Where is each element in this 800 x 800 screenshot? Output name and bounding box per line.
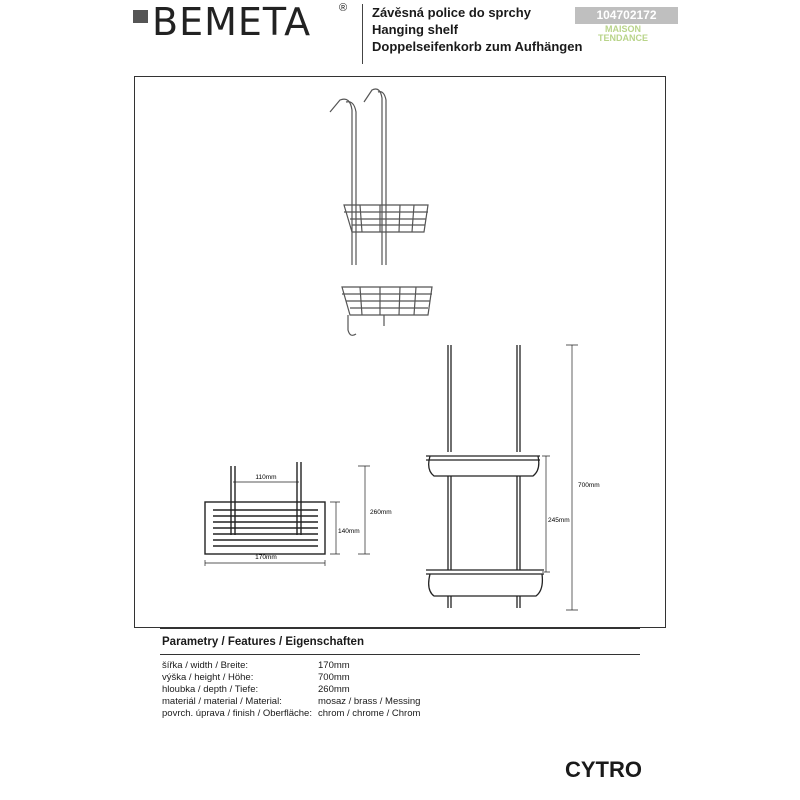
features-title: Parametry / Features / Eigenschaften [162,636,364,648]
spec-value-width: 170mm [318,660,350,671]
spec-label-height: výška / height / Höhe: [162,672,254,683]
spec-label-width: šířka / width / Breite: [162,660,249,671]
spec-label-finish: povrch. úprava / finish / Oberfläche: [162,708,312,719]
title-czech: Závěsná police do sprchy [372,5,531,20]
product-illustration [330,89,432,335]
spec-value-depth: 260mm [318,684,350,695]
top-view-drawing [205,462,370,566]
title-english: Hanging shelf [372,22,458,37]
spec-value-height: 700mm [318,672,350,683]
spec-value-finish: chrom / chrome / Chrom [318,708,421,719]
spec-value-material: mosaz / brass / Messing [318,696,421,707]
watermark-logo: MAISON TENDANCE [598,24,649,43]
dim-depth-total: 260mm [370,509,392,516]
product-code: 104702172 [575,7,678,24]
dim-inner-width: 110mm [255,474,277,481]
side-view-drawing [426,345,578,610]
dim-depth: 140mm [338,528,360,535]
features-rule-top [160,628,640,629]
brand-logo: BEMETA [152,0,312,44]
product-name: CYTRO [565,757,642,782]
spec-label-material: materiál / material / Material: [162,696,282,707]
title-german: Doppelseifenkorb zum Aufhängen [372,39,583,54]
dim-height: 700mm [578,482,600,489]
dim-shelf-spacing: 245mm [548,517,570,524]
dim-width: 170mm [255,554,277,561]
spec-label-depth: hloubka / depth / Tiefe: [162,684,259,695]
registered-mark: ® [339,2,348,14]
features-rule-bottom [160,654,640,655]
